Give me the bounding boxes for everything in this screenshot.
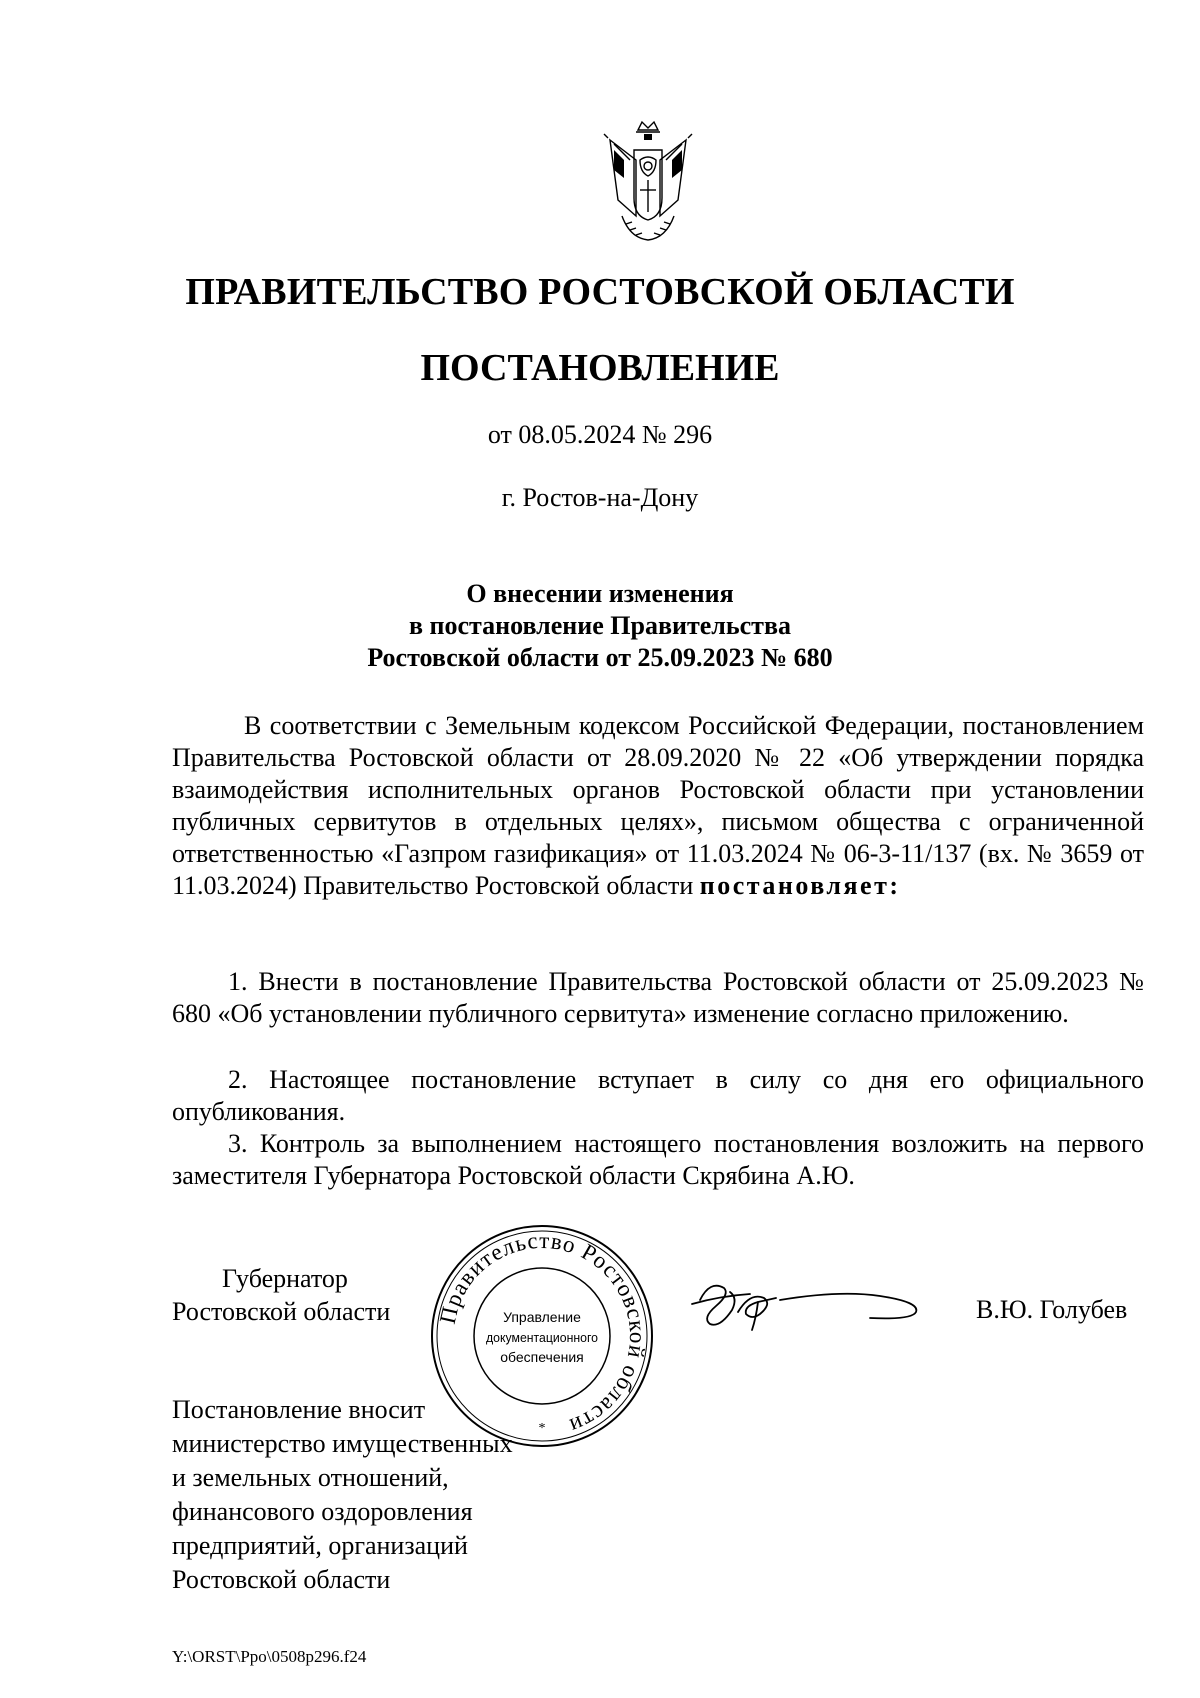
subject-line: О внесении изменения (466, 579, 734, 608)
subject-line: в постановление Правительства (408, 611, 791, 640)
submitter-line: предприятий, организаций (172, 1531, 468, 1560)
item-text: 2. Настоящее постановление вступает в силу со дня его официального опубликования. (172, 1065, 1144, 1126)
government-title: ПРАВИТЕЛЬСТВО РОСТОВСКОЙ ОБЛАСТИ (185, 271, 1015, 313)
position-line: Губернатор (222, 1264, 348, 1293)
rostov-oblast-coat-of-arms-icon (600, 120, 696, 244)
submitter-line: министерство имущественных (172, 1429, 513, 1458)
item-text: 3. Контроль за выполнением настоящего постановления возложить на первого заместителя Губернатора Ростовской области Скрябина А.Ю. (172, 1129, 1144, 1190)
resolution-item-1 (172, 966, 1144, 1030)
document-subject (0, 578, 1200, 674)
submitter-line: Постановление вносит (172, 1395, 426, 1424)
signatory-position (172, 1262, 390, 1328)
submitter-line: финансового оздоровления (172, 1497, 473, 1526)
seal-center-line: документационного (486, 1330, 598, 1345)
signatory-name: В.Ю. Голубев (976, 1295, 1128, 1324)
submitter-line: и земельных отношений, (172, 1463, 449, 1492)
position-line: Ростовской области (172, 1297, 391, 1326)
resolution-item-2 (172, 1064, 1144, 1128)
subject-line: Ростовской области от 25.09.2023 № 680 (367, 643, 833, 672)
seal-ring-text: Правительство Ростовской области (434, 1227, 651, 1440)
resolution-item-3 (172, 1128, 1144, 1192)
preamble-text: В соответствии с Земельным кодексом Российской Федерации, постановлением Правительства Ростовской области от 28.09.2020 № 22 «Об утверждении порядка взаимодействия исполнительных органов Ростовской области при установлении публичных сервитутов в отдельных целях», письмом общества с ограниченной ответственностью «Газпром газификация» от 11.03.2024 № 06-3-11/137 (вх. № 3659 от 11.03.2024) Правительство Ростовской области (172, 711, 1144, 900)
handwritten-signature-icon (680, 1270, 940, 1340)
document-date-number: от 08.05.2024 № 296 (487, 420, 713, 449)
preamble-paragraph (172, 710, 1144, 902)
svg-text:*: * (538, 1421, 546, 1436)
submitter-line: Ростовской области (172, 1565, 391, 1594)
document-type: ПОСТАНОВЛЕНИЕ (420, 347, 780, 389)
file-path: Y:\ORST\Ppo\0508p296.f24 (172, 1647, 367, 1666)
seal-center-line: Управление (503, 1309, 581, 1325)
seal-center-line: обеспечения (500, 1349, 584, 1365)
item-text: 1. Внести в постановление Правительства Ростовской области от 25.09.2023 № 680 «Об установлении публичного сервитута» изменение согласно приложению. (172, 967, 1144, 1028)
submitter-block (172, 1393, 513, 1597)
document-city: г. Ростов-на-Дону (501, 483, 699, 512)
preamble-verb: постановляет: (699, 871, 901, 900)
